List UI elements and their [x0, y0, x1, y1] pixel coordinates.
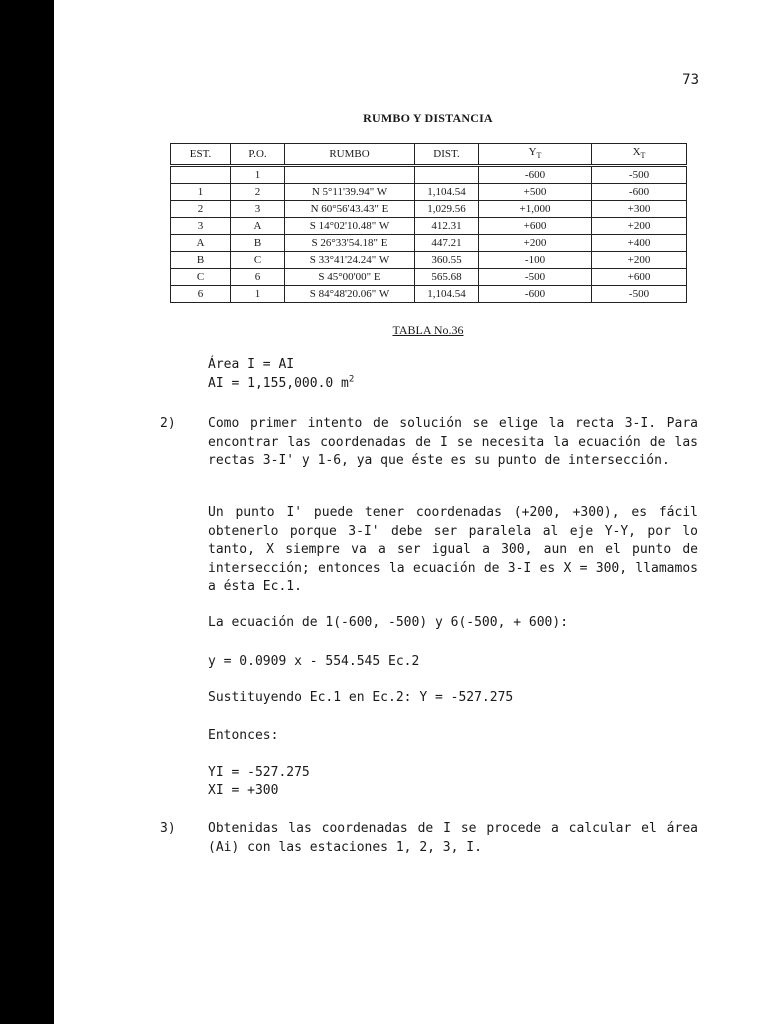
- col-header-xt-text: $X_T$: [632, 146, 646, 161]
- table-cell: 2: [231, 184, 285, 201]
- table-cell: -600: [592, 184, 687, 201]
- table-cell: +500: [479, 184, 592, 201]
- table-cell: 447.21: [415, 235, 479, 252]
- table-row: [171, 252, 687, 269]
- table-cell: 3: [231, 201, 285, 218]
- table-cell: +200: [592, 252, 687, 269]
- table-cell: A: [231, 218, 285, 235]
- step-3-paragraph: Obtenidas las coordenadas de I se procede a calcular el área (Ai) con las estaciones 1, 2, 3, I.: [208, 821, 698, 855]
- table-cell: [171, 166, 231, 184]
- table-cell: 2: [171, 201, 231, 218]
- table-cell: S 45°00'00" E: [285, 269, 415, 286]
- table-cell: 360.55: [415, 252, 479, 269]
- table-cell: B: [231, 235, 285, 252]
- area-line-1: Área I = AI: [208, 357, 295, 372]
- table-cell: +200: [592, 218, 687, 235]
- table-cell: [415, 166, 479, 184]
- table-cell: B: [171, 252, 231, 269]
- scan-border: [0, 0, 54, 1024]
- table-row: [171, 269, 687, 286]
- survey-table: [170, 143, 687, 303]
- table-title: RUMBO Y DISTANCIA: [363, 111, 493, 125]
- coordinate-xi: XI = +300: [208, 783, 279, 798]
- table-cell: -600: [479, 286, 592, 303]
- table-cell: S 14°02'10.48" W: [285, 218, 415, 235]
- table-cell: 1,029.56: [415, 201, 479, 218]
- table-cell: +300: [592, 201, 687, 218]
- col-header-rumbo: RUMBO: [285, 144, 415, 166]
- table-row: [171, 166, 687, 184]
- table-cell: A: [171, 235, 231, 252]
- table-cell: +600: [592, 269, 687, 286]
- table-cell: 412.31: [415, 218, 479, 235]
- col-header-dist: DIST.: [415, 144, 479, 166]
- col-header-po: P.O.: [231, 144, 285, 166]
- table-row: [171, 184, 687, 201]
- table-cell: [285, 166, 415, 184]
- substitution-line: Sustituyendo Ec.1 en Ec.2: Y = -527.275: [208, 690, 514, 705]
- table-row: [171, 235, 687, 252]
- subscript-t: T: [640, 151, 646, 161]
- col-header-xt: [592, 144, 687, 166]
- table-cell: 1: [171, 184, 231, 201]
- table-cell: 1: [231, 166, 285, 184]
- table-cell: S 26°33'54.18" E: [285, 235, 415, 252]
- area-definition: [208, 356, 698, 393]
- col-header-est: EST.: [171, 144, 231, 166]
- table-cell: 1: [231, 286, 285, 303]
- table-cell: S 33°41'24.24" W: [285, 252, 415, 269]
- table-cell: -600: [479, 166, 592, 184]
- table-cell: S 84°48'20.06" W: [285, 286, 415, 303]
- table-cell: 3: [171, 218, 231, 235]
- table-cell: -500: [592, 286, 687, 303]
- step-3-marker: 3): [160, 821, 176, 836]
- table-header-row: [171, 144, 687, 166]
- equation-2: y = 0.0909 x - 554.545 Ec.2: [208, 654, 420, 669]
- table-cell: 1,104.54: [415, 286, 479, 303]
- table-cell: +200: [479, 235, 592, 252]
- step-2-marker: 2): [160, 416, 176, 431]
- table-cell: +1,000: [479, 201, 592, 218]
- step-2-paragraph-1: Como primer intento de solución se elige la recta 3-I. Para encontrar las coordenadas de I se necesita la ecuación de las rectas 3-I' y 1-6, ya que éste es su punto de intersección.: [208, 416, 698, 468]
- table-caption: TABLA No.36: [392, 323, 464, 337]
- table-cell: -500: [592, 166, 687, 184]
- col-header-yt-text: $Y_T$: [528, 146, 542, 161]
- table-row: [171, 218, 687, 235]
- table-cell: 565.68: [415, 269, 479, 286]
- table-cell: 6: [231, 269, 285, 286]
- table-row: [171, 286, 687, 303]
- table-cell: N 5°11'39.94" W: [285, 184, 415, 201]
- col-header-yt: [479, 144, 592, 166]
- coordinate-yi: YI = -527.275: [208, 765, 310, 780]
- area-unit-exponent: 2: [348, 374, 355, 385]
- table-cell: 1,104.54: [415, 184, 479, 201]
- table-cell: +400: [592, 235, 687, 252]
- page-number: 73: [682, 72, 699, 88]
- area-line-2: [208, 375, 698, 394]
- table-cell: -500: [479, 269, 592, 286]
- step-2-paragraph-2: Un punto I' puede tener coordenadas (+200, +300), es fácil obtenerlo porque 3-I' debe ser paralela al eje Y-Y, por lo tanto, X siempre va a ser igual a 300, aun en el punto de intersección; entonces la ecuación de 3-I es X = 300, llamamos a ésta Ec.1.: [208, 505, 698, 594]
- table-cell: +600: [479, 218, 592, 235]
- table-cell: 6: [171, 286, 231, 303]
- equation-intro: La ecuación de 1(-600, -500) y 6(-500, + 600):: [208, 615, 569, 630]
- subscript-t: T: [536, 151, 542, 161]
- table-cell: -100: [479, 252, 592, 269]
- then-label: Entonces:: [208, 728, 279, 743]
- table-row: [171, 201, 687, 218]
- table-cell: C: [171, 269, 231, 286]
- table-cell: N 60°56'43.43" E: [285, 201, 415, 218]
- area-line-2-text: AI = 1,155,000.0 m: [208, 375, 349, 391]
- table-cell: C: [231, 252, 285, 269]
